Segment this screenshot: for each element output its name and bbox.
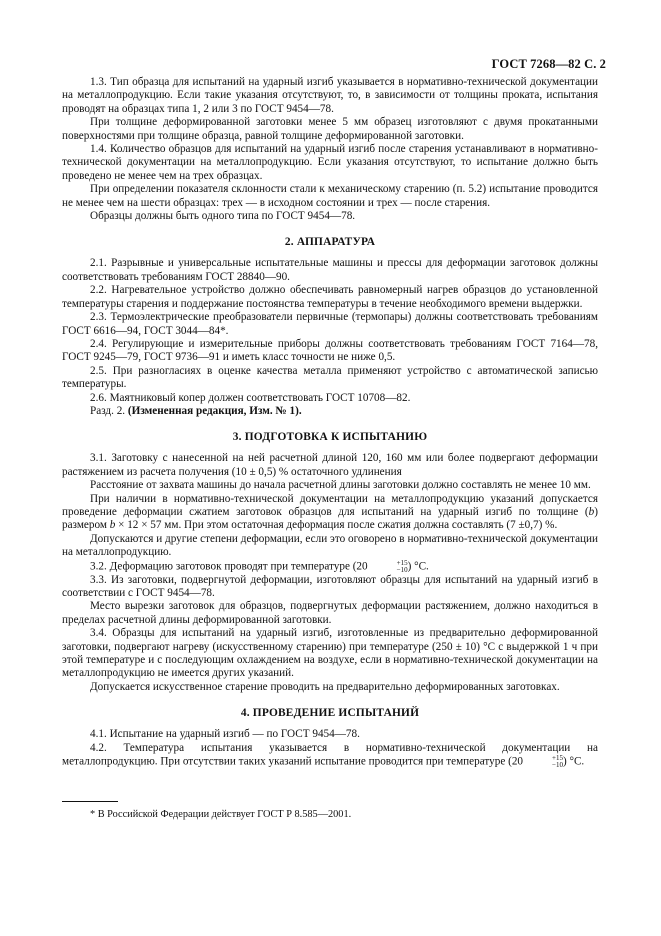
paragraph-3-1c: При наличии в нормативно-технической документации на металлопродукцию указаний допускается проведение деформации сжатием заготовок образцов для испытаний на ударный изгиб по толщине (b) размером b × 12 × 57 мм. При этом остаточная деформация после сжатия должна составлять (7 ±0,7) %. — [62, 492, 598, 532]
tolerance-fraction: +15 −10 — [396, 558, 408, 574]
paragraph-3-2: 3.2. Деформацию заготовок проводят при температуре (20 +15 −10 ) °С. — [90, 558, 429, 574]
paragraph-4-1: 4.1. Испытание на ударный изгиб — по ГОСТ 9454—78. — [90, 728, 360, 741]
paragraph-1-4: 1.4. Количество образцов для испытаний на ударный изгиб после старения устанавливают в нормативно-технической документации на металлопродукцию. Если указания отсутствуют, то испытание должно быть проведено не менее чем на трех образцах. — [62, 143, 598, 182]
tolerance-fraction: +15 −10 — [552, 754, 563, 770]
footnote-divider — [62, 801, 118, 802]
document-body — [62, 76, 598, 769]
paragraph-1-4b: При определении показателя склонности стали к механическому старению (п. 5.2) испытание проводится не менее чем на шести образцах: трех — в исходном состоянии и трех — после старения. — [62, 183, 598, 209]
section-2-title: 2. АППАРАТУРА — [284, 236, 376, 249]
paragraph-2-5: 2.5. При разногласиях в оценке качества металла применяют устройство с автоматической записью температуры. — [62, 364, 598, 391]
page-header: ГОСТ 7268—82 С. 2 — [491, 57, 606, 71]
paragraph-3-1: 3.1. Заготовку с нанесенной на ней расчетной длиной 120, 160 мм или более подвергают деформации растяжением из расчета получения (10 ± 0,5) % остаточного удлинения — [62, 452, 598, 478]
paragraph-razd-2 — [62, 405, 598, 418]
paragraph-2-2: 2.2. Нагревательное устройство должно обеспечивать равномерный нагрев образцов до установленной температуры старения и поддержание постоянства температуры в течение необходимого времени выдержки. — [62, 284, 598, 310]
paragraph-4-2: 4.2. Температура испытания указывается в нормативно-технической документации на металлопродукцию. При отсутствии таких указаний испытание проводится при температуре (20 +15 −10 ) °С. — [62, 741, 598, 770]
footnote: * В Российской Федерации действует ГОСТ Р 8.585—2001. — [90, 809, 352, 820]
paragraph-3-4b: Допускается искусственное старение проводить на предварительно деформированных заготовках. — [90, 680, 560, 693]
paragraph-3-4: 3.4. Образцы для испытаний на ударный изгиб, изготовленные из предварительно деформированной заготовки, подвергают нагреву (искусственному старению) при температуре (250 ± 10) °С с выдержкой 1 ч при этой температуре и с последующим охлаждением на воздухе, если в нормативно-технической документации на металлопродукцию не имеется других указаний. — [62, 627, 598, 680]
paragraph-3-3: 3.3. Из заготовки, подвергнутой деформации, изготовляют образцы для испытаний на ударный изгиб в соответствии с ГОСТ 9454—78. — [62, 573, 598, 599]
section-3-title: 3. ПОДГОТОВКА К ИСПЫТАНИЮ — [232, 431, 428, 444]
paragraph-2-4: 2.4. Регулирующие и измерительные приборы должны соответствовать требованиям ГОСТ 7164—78, ГОСТ 9245—79, ГОСТ 9736—91 и иметь класс точности не ниже 0,5. — [62, 337, 598, 364]
section-4-title: 4. ПРОВЕДЕНИЕ ИСПЫТАНИЙ — [240, 707, 420, 720]
paragraph-3-1d: Допускаются и другие степени деформации, если это оговорено в нормативно-технической документации на металлопродукцию. — [62, 532, 598, 559]
razd-prefix: Разд. 2. — [90, 404, 126, 417]
paragraph-1-3: 1.3. Тип образца для испытаний на ударный изгиб указывается в нормативно-технической документации на металлопродукцию. Если такие указания отсутствуют, то, в зависимости от толщины проката, испытания проводят на образцах типа 1, 2 или 3 по ГОСТ 9454—78. — [62, 76, 598, 115]
paragraph-3-1b: Расстояние от захвата машины до начала расчетной длины заготовки должно составлять не менее 10 мм. — [90, 479, 591, 492]
paragraph-2-3: 2.3. Термоэлектрические преобразователи первичные (термопары) должны соответствовать требованиям ГОСТ 6616—94, ГОСТ 3044—84*. — [62, 311, 598, 337]
paragraph-3-3b: Место вырезки заготовок для образцов, подвергнутых деформации растяжением, должно находиться в пределах расчетной длины деформированной заготовки. — [62, 600, 598, 626]
paragraph-1-4c: Образцы должны быть одного типа по ГОСТ 9454—78. — [90, 210, 356, 223]
razd-amendment: (Измененная редакция, Изм. № 1). — [127, 404, 302, 417]
paragraph-2-6: 2.6. Маятниковый копер должен соответствовать ГОСТ 10708—82. — [90, 391, 411, 404]
paragraph-2-1: 2.1. Разрывные и универсальные испытательные машины и прессы для деформации заготовок должны соответствовать требованиям ГОСТ 28840—90. — [62, 257, 598, 283]
paragraph-1-3b: При толщине деформированной заготовки менее 5 мм образец изготовляют с двумя прокатанными поверхностями при толщине образца, равной толщине деформированной заготовки. — [62, 116, 598, 142]
